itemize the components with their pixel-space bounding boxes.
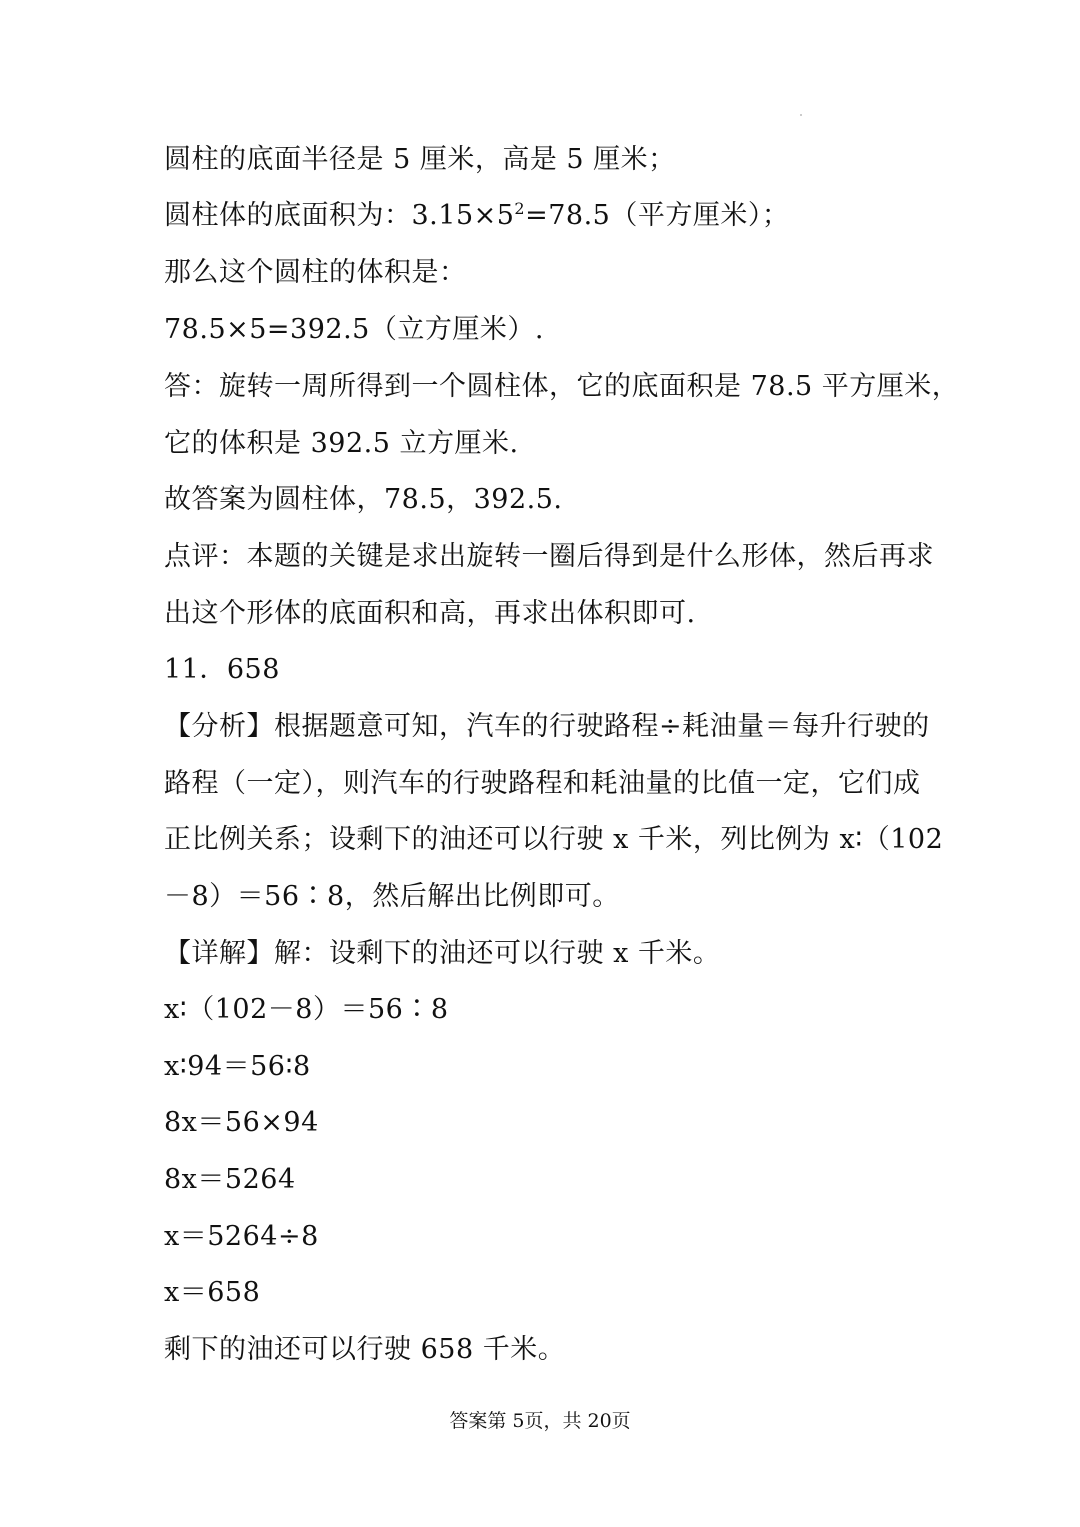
text-line-comment-2: 出这个形体的底面积和高，再求出体积即可. <box>164 598 696 629</box>
text-line-equation-6: x＝658 <box>164 1277 261 1308</box>
text-line-conclusion: 剩下的油还可以行驶 658 千米。 <box>164 1334 566 1365</box>
text-line-solution-intro: 【详解】解：设剩下的油还可以行驶 x 千米。 <box>164 938 721 969</box>
text-line-analysis-3: 正比例关系；设剩下的油还可以行驶 x 千米，列比例为 x∶（102 <box>164 824 944 855</box>
text-line-equation-1: x∶（102－8）＝56∶8 <box>164 994 449 1025</box>
text-line-answer-1: 答：旋转一周所得到一个圆柱体，它的底面积是 78.5 平方厘米， <box>164 371 960 402</box>
text-line-analysis-2: 路程（一定），则汽车的行驶路程和耗油量的比值一定，它们成 <box>164 768 921 799</box>
text-line-comment-1: 点评：本题的关键是求出旋转一圈后得到是什么形体，然后再求 <box>164 541 934 572</box>
text-line-equation-2: x∶94＝56∶8 <box>164 1051 311 1082</box>
scan-speck <box>800 114 802 116</box>
text-line-answer-2: 它的体积是 392.5 立方厘米. <box>164 428 519 459</box>
text-line-volume-intro: 那么这个圆柱的体积是： <box>164 257 467 288</box>
text-line-equation-5: x＝5264÷8 <box>164 1221 319 1252</box>
text-line-final-answer: 故答案为圆柱体，78.5，392.5. <box>164 484 563 515</box>
page-footer: 答案第 5页，共 20页 <box>449 1410 631 1432</box>
base-area-part1: 圆柱体的底面积为：3.15×5 <box>164 200 515 231</box>
text-line-analysis-1: 【分析】根据题意可知，汽车的行驶路程÷耗油量＝每升行驶的 <box>164 711 930 742</box>
text-line-equation-3: 8x＝56×94 <box>164 1107 319 1138</box>
text-line-equation-4: 8x＝5264 <box>164 1164 296 1195</box>
exponent: 2 <box>514 199 526 218</box>
text-line-question-11: 11．658 <box>164 654 280 685</box>
text-line-volume-calc: 78.5×5=392.5（立方厘米）. <box>164 314 544 345</box>
text-line-radius: 圆柱的底面半径是 5 厘米，高是 5 厘米； <box>164 144 676 175</box>
text-line-analysis-4: －8）＝56∶8，然后解出比例即可。 <box>164 881 620 912</box>
text-line-base-area <box>164 198 789 234</box>
base-area-part2: =78.5（平方厘米）； <box>525 200 790 231</box>
